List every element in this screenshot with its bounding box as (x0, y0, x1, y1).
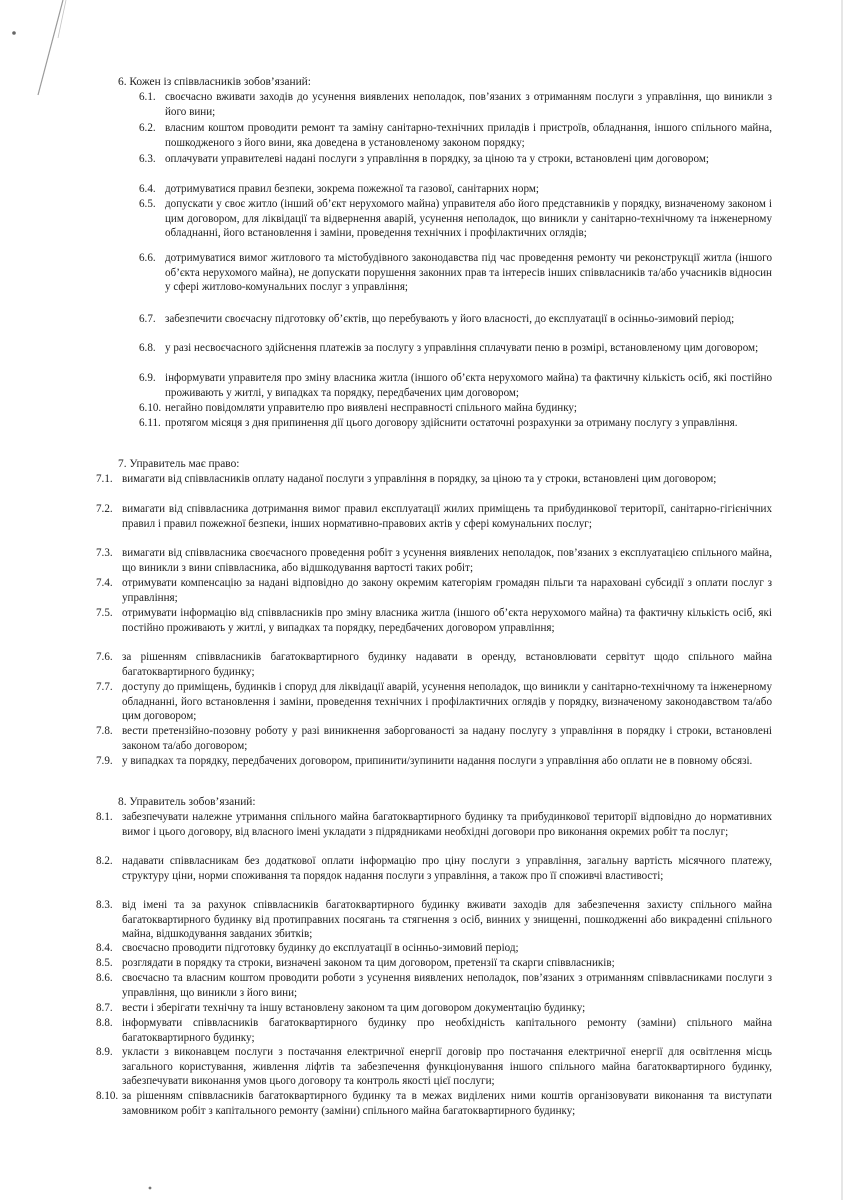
clause-number: 8.3. (96, 899, 113, 911)
clause-number: 6.3. (139, 153, 156, 165)
clause-number: 8.7. (96, 1002, 113, 1014)
clause-6-1 (139, 90, 772, 119)
clause-number: 8.2. (96, 855, 113, 867)
clause-text: допускати у своє житло (інший об’єкт нерухомого майна) управителя або його представників у порядку, визначеному законом і цим договором, для ліквідації та відвернення аварій, усунення неполадок, що виникли у санітарно-технічному та інженерному обладнанні, його встановлення і заміни, проведення технічних і профілактичних оглядів; (165, 198, 772, 240)
clause-8-4 (96, 941, 772, 956)
clause-7-1 (96, 472, 772, 487)
clause-6-3 (139, 152, 772, 167)
clause-text: у випадках та порядку, передбачених договором, припинити/зупинити надання послуги з управління або оплати не в повному обсязі. (122, 755, 753, 767)
clause-number: 8.4. (96, 942, 113, 954)
clause-number: 7.1. (96, 473, 113, 485)
clause-number: 6.4. (139, 183, 156, 195)
clause-6-6 (139, 251, 772, 295)
clause-number: 6.10. (139, 402, 162, 414)
clause-text: вести претензійно-позовну роботу у разі виникнення заборгованості за надану послугу з управління в порядку і строки, встановлені законом та/або договором; (122, 725, 772, 752)
clause-number: 7.7. (96, 681, 113, 693)
clause-6-4 (139, 182, 772, 197)
clause-number: 6.5. (139, 198, 156, 210)
clause-text: укласти з виконавцем послуги з постачання електричної енергії договір про постачання електричної енергії для освітлення місць загального користування, живлення ліфтів та забезпечення функціонування іншого спільного майна багатоквартирного будинку, забезпечувати виконання умов цього договору та контроль якості цієї послуги; (122, 1046, 772, 1088)
clause-number: 8.1. (96, 811, 113, 823)
clause-8-8 (96, 1016, 772, 1045)
clause-text: доступу до приміщень, будинків і споруд для ліквідації аварій, усунення неполадок, що виникли у санітарно-технічному та інженерному обладнанні, його встановлення і заміни, проведення технічних і профілактичних оглядів у порядку, визначеному законодавством та/або цим договором; (122, 681, 772, 723)
section-6-title: 6. Кожен із співвласників зобов’язаний: (118, 76, 311, 88)
clause-7-2 (96, 502, 772, 531)
clause-7-9 (96, 754, 772, 769)
clause-number: 7.9. (96, 755, 113, 767)
clause-7-5 (96, 606, 772, 635)
clause-number: 8.8. (96, 1017, 113, 1029)
clause-text: надавати співвласникам без додаткової оплати інформацію про ціну послуги з управління, загальну вартість місячного платежу, структуру ціни, норми споживання та порядок надання послуги з управління, а також про її споживчі властивості; (122, 855, 772, 882)
clause-6-2 (139, 121, 772, 150)
clause-8-6 (96, 971, 772, 1000)
clause-number: 6.2. (139, 122, 156, 134)
clause-text: дотримуватися правил безпеки, зокрема пожежної та газової, санітарних норм; (165, 183, 539, 195)
clause-8-5 (96, 956, 772, 971)
clause-6-9 (139, 371, 772, 400)
clause-number: 8.10. (96, 1090, 119, 1102)
clause-text: власним коштом проводити ремонт та заміну санітарно-технічних приладів і пристроїв, обладнання, іншого спільного майна, пошкодженого з його вини, яка доведена в установленому законом порядку; (165, 122, 772, 149)
clause-text: розглядати в порядку та строки, визначені законом та цим договором, претензії та скарги співвласників; (122, 957, 615, 969)
clause-number: 6.6. (139, 252, 156, 264)
clause-text: своєчасно та власним коштом проводити роботи з усунення виявлених неполадок, пов’язаних з отриманням співвласниками послуги з управління, що виникли з його вини; (122, 972, 772, 999)
clause-text: у разі несвоєчасного здійснення платежів за послугу з управління сплачувати пеню в розмірі, встановленому цим договором; (165, 342, 759, 354)
clause-text: за рішенням співвласників багатоквартирного будинку надавати в оренду, встановлювати сервітут щодо спільного майна багатоквартирного будинку; (122, 651, 772, 678)
clause-text: вимагати від співвласника дотримання вимог правил експлуатації жилих приміщень та прибудинкової території, санітарно-гігієнічних правил і правил пожежної безпеки, інших нормативно-правових актів у сфері комунальних послуг; (122, 503, 772, 530)
clause-text: негайно повідомляти управителю про виявлені несправності спільного майна будинку; (165, 402, 577, 414)
clause-number: 6.9. (139, 372, 156, 384)
clause-8-2 (96, 854, 772, 883)
clause-text: протягом місяця з дня припинення дії цього договору здійснити остаточні розрахунки за отриману послугу з управління. (165, 417, 738, 429)
clause-text: дотримуватися вимог житлового та містобудівного законодавства під час проведення ремонту чи реконструкції житла (іншого об’єкта нерухомого майна), не допускати порушення законних прав та інтересів інших співвласників та/або учасників відносин у сфері житлово-комунальних послуг з управління; (165, 252, 772, 294)
clause-6-7 (139, 312, 772, 327)
section-7-title: 7. Управитель має право: (118, 458, 240, 470)
clause-text: інформувати співвласників багатоквартирного будинку про необхідність капітального ремонту (заміни) спільного майна багатоквартирного будинку; (122, 1017, 772, 1044)
clause-number: 6.7. (139, 313, 156, 325)
clause-number: 7.8. (96, 725, 113, 737)
clause-number: 6.8. (139, 342, 156, 354)
clause-8-7 (96, 1001, 772, 1016)
section-8-title: 8. Управитель зобов’язаний: (118, 796, 256, 808)
clause-number: 8.6. (96, 972, 113, 984)
clause-text: інформувати управителя про зміну власника житла (іншого об’єкта нерухомого майна) та фактичну кількість осіб, які постійно проживають у житлі, у випадках та порядку, передбачених цим договором; (165, 372, 772, 399)
clause-7-4 (96, 576, 772, 605)
clause-8-1 (96, 810, 772, 839)
clause-number: 6.11. (139, 417, 161, 429)
clause-text: своєчасно проводити підготовку будинку до експлуатації в осінньо-зимовий період; (122, 942, 519, 954)
clause-8-9 (96, 1045, 772, 1089)
clause-text: забезпечувати належне утримання спільного майна багатоквартирного будинку та прибудинкової території відповідно до нормативних вимог і цього договору, від власного імені укладати з підрядниками необхідні договори про виконання окремих робіт та послуг; (122, 811, 772, 838)
clause-text: вимагати від співвласників оплату наданої послуги з управління в порядку, за ціною та у строки, встановлені цим договором; (122, 473, 717, 485)
clause-6-11 (139, 416, 772, 431)
clause-text: отримувати інформацію від співвласників про зміну власника житла (іншого об’єкта нерухомого майна) та фактичну кількість осіб, які постійно проживають у житлі, у випадках та порядку, передбачених договором управління; (122, 607, 772, 634)
clause-7-7 (96, 680, 772, 724)
clause-number: 7.3. (96, 547, 113, 559)
clause-number: 7.6. (96, 651, 113, 663)
clause-text: від імені та за рахунок співвласників багатоквартирного будинку вживати заходів для забезпечення захисту спільного майна багатоквартирного будинку від протиправних посягань та стягнення з осіб, винних у знищенні, пошкодженні або викраденні спільного майна, відшкодування завданих збитків; (122, 899, 772, 941)
clause-7-3 (96, 546, 772, 575)
clause-text: своєчасно вживати заходів до усунення виявлених неполадок, пов’язаних з отриманням послуги з управління, що виникли з його вини; (165, 91, 772, 118)
clause-7-8 (96, 724, 772, 753)
clause-6-5 (139, 197, 772, 241)
clause-7-6 (96, 650, 772, 679)
clause-6-8 (139, 341, 772, 356)
clause-text: вести і зберігати технічну та іншу встановлену законом та цим договором документацію будинку; (122, 1002, 586, 1014)
clause-number: 7.5. (96, 607, 113, 619)
clause-text: за рішенням співвласників багатоквартирного будинку та в межах виділених ними коштів організовувати виконання та виступати замовником робіт з капітального ремонту (заміни) спільного майна багатоквартирного будинку; (122, 1090, 772, 1117)
clause-8-3 (96, 898, 772, 942)
clause-6-10 (139, 401, 772, 416)
clause-text: отримувати компенсацію за надані відповідно до закону окремим категоріям громадян пільги та нараховані субсидії з оплати послуг з управління; (122, 577, 772, 604)
clause-text: забезпечити своєчасну підготовку об’єктів, що перебувають у його власності, до експлуатації в осінньо-зимовий період; (165, 313, 735, 325)
clause-number: 7.4. (96, 577, 113, 589)
clause-8-10 (96, 1089, 772, 1118)
clause-number: 6.1. (139, 91, 156, 103)
clause-number: 8.5. (96, 957, 113, 969)
clause-number: 8.9. (96, 1046, 113, 1058)
clause-text: оплачувати управителеві надані послуги з управління в порядку, за ціною та у строки, встановлені цим договором; (165, 153, 709, 165)
clause-number: 7.2. (96, 503, 113, 515)
clause-text: вимагати від співвласника своєчасного проведення робіт з усунення виявлених неполадок, пов’язаних з експлуатацією спільного майна, що виникли з вини співвласника, або відшкодування вартості таких робіт; (122, 547, 772, 574)
